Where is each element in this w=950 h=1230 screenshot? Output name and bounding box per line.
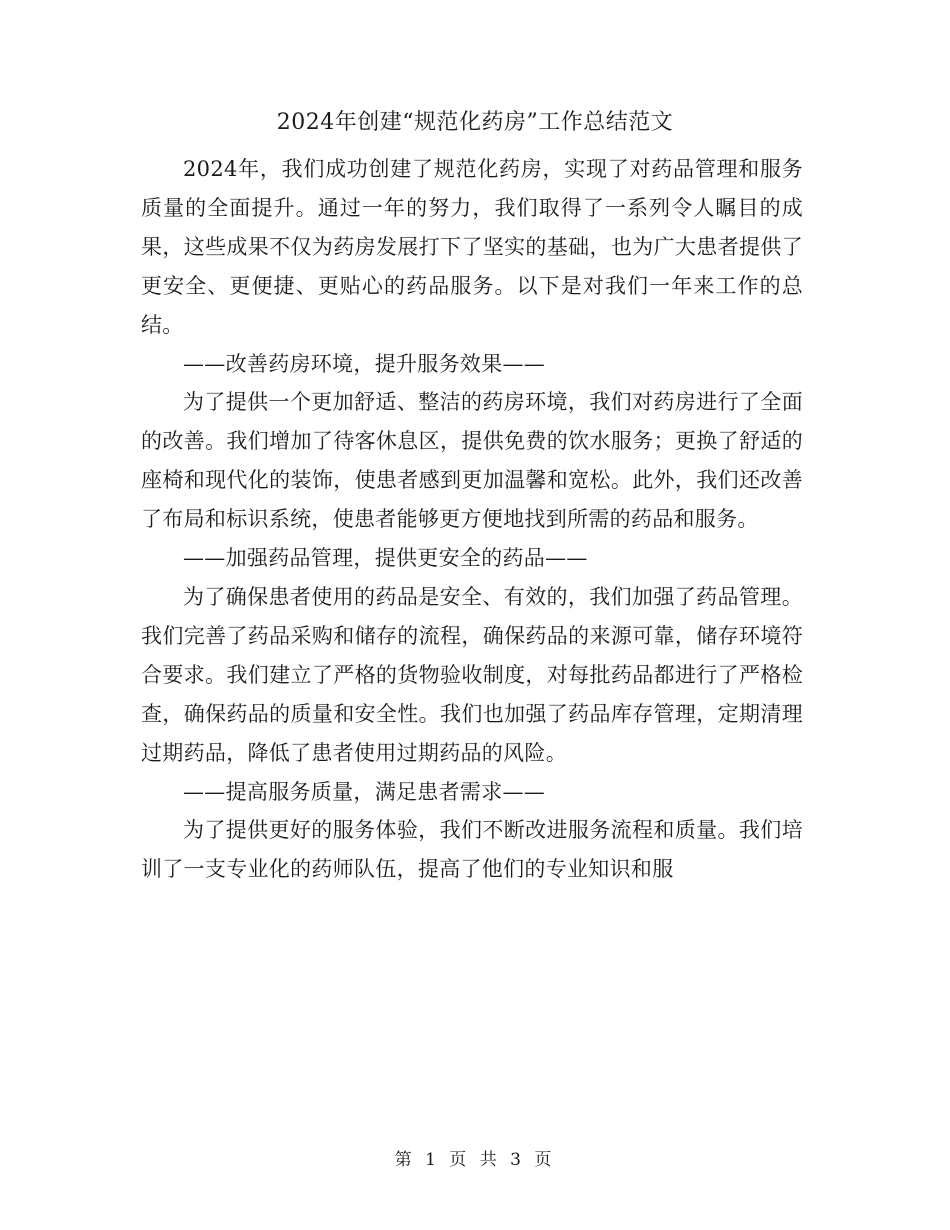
drug-management-paragraph: 为了确保患者使用的药品是安全、有效的，我们加强了药品管理。我们完善了药品采购和储存的流程，确保药品的来源可靠，储存环境符合要求。我们建立了严格的货物验收制度，对每批药品都进行了严格检查，确保药品的质量和安全性。我们也加强了药品库存管理，定期清理过期药品，降低了患者使用过期药品的风险。 [141, 584, 803, 765]
section-heading-drug-management: ——加强药品管理，提供更安全的药品—— [183, 546, 588, 571]
section-heading-environment: ——改善药房环境，提升服务效果—— [183, 351, 546, 376]
section-heading-service-quality: ——提高服务质量，满足患者需求—— [183, 779, 546, 804]
service-quality-paragraph: 为了提供更好的服务体验，我们不断改进服务流程和质量。我们培训了一支专业化的药师队伍，提高了他们的专业知识和服 [141, 818, 803, 882]
environment-paragraph: 为了提供一个更加舒适、整洁的药房环境，我们对药房进行了全面的改善。我们增加了待客休息区，提供免费的饮水服务；更换了舒适的座椅和现代化的装饰，使患者感到更加温馨和宽松。此外，我们还改善了布局和标识系统，使患者能够更方便地找到所需的药品和服务。 [141, 390, 803, 532]
document-body [141, 150, 803, 889]
intro-paragraph: 2024年，我们成功创建了规范化药房，实现了对药品管理和服务质量的全面提升。通过一年的努力，我们取得了一系列令人瞩目的成果，这些成果不仅为药房发展打下了坚实的基础，也为广大患者提供了更安全、更便捷、更贴心的药品服务。以下是对我们一年来工作的总结。 [141, 157, 803, 337]
document-title: 2024年创建“规范化药房”工作总结范文 [276, 110, 674, 135]
page-number-footer: 第 1 页 共 3 页 [394, 1150, 556, 1170]
